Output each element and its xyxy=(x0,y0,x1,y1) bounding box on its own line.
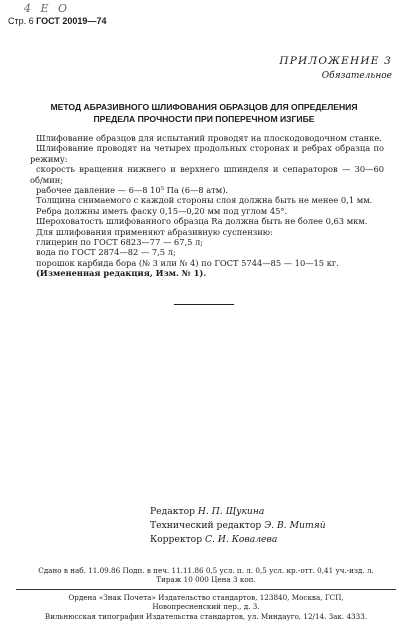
tech-editor-name: Э. В. Митяй xyxy=(264,520,326,532)
publisher-line: Вильнюсская типография Издательства стандартов, ул. Миндауго, 12/14. Зак. 4333. xyxy=(44,611,368,621)
body-text xyxy=(30,133,384,279)
paragraph: Толщина снимаемого с каждой стороны слоя должна быть не менее 0,1 мм. xyxy=(36,195,373,206)
proofreader-name: С. И. Ковалева xyxy=(205,534,278,546)
paragraph: Ребра должны иметь фаску 0,15—0,20 мм под углом 45°. xyxy=(36,205,288,216)
appendix-block xyxy=(279,55,392,81)
paragraph: глицерин по ГОСТ 6823—77 — 67,5 л; xyxy=(36,237,204,248)
imprint-line: Тираж 10 000 Цена 3 коп. xyxy=(156,575,256,585)
tech-editor-line xyxy=(150,519,326,533)
paragraph: Для шлифования применяют абразивную суспензию: xyxy=(36,226,273,237)
standard-number: ГОСТ 20019—74 xyxy=(36,16,107,26)
imprint-block xyxy=(16,566,396,584)
proofreader-role: Корректор xyxy=(150,534,203,546)
editors-block xyxy=(150,505,326,548)
separator-line xyxy=(174,304,234,305)
publisher-block xyxy=(16,593,396,621)
paragraph: рабочее давление — 6—8 10⁵ Па (6—8 атм). xyxy=(36,185,229,196)
tech-editor-role: Технический редактор xyxy=(150,520,262,532)
horizontal-rule xyxy=(16,589,396,590)
editor-role: Редактор xyxy=(150,506,195,517)
revision-note: (Измененная редакция, Изм. № 1). xyxy=(36,268,207,279)
page-header xyxy=(8,16,106,26)
paragraph: Шлифование проводят на четырех продольных сторонах и ребрах образца по режиму: xyxy=(30,143,384,164)
appendix-status: Обязательное xyxy=(321,71,392,81)
appendix-label: ПРИЛОЖЕНИЕ 3 xyxy=(279,55,392,67)
section-title xyxy=(30,101,378,125)
publisher-line: Новопресненский пер., д. 3. xyxy=(152,602,260,612)
title-line-1: МЕТОД АБРАЗИВНОГО ШЛИФОВАНИЯ ОБРАЗЦОВ ДЛЯ ОПРЕДЕЛЕНИЯ xyxy=(50,102,358,112)
title-line-2: ПРЕДЕЛА ПРОЧНОСТИ ПРИ ПОПЕРЕЧНОМ ИЗГИБЕ xyxy=(93,114,315,124)
paragraph: вода по ГОСТ 2874—82 — 7,5 л; xyxy=(36,247,176,258)
editor-name: Н. П. Щукина xyxy=(197,506,265,517)
imprint-line: Сдано в наб. 11.09.86 Подп. в печ. 11.11.86 0,5 усл. п. л. 0,5 усл. кр.-отт. 0,41 уч.-изд. л. xyxy=(38,566,374,575)
publisher-line: Ордена «Знак Почета» Издательство стандартов, 123840, Москва, ГСП, xyxy=(68,593,344,602)
paragraph: скорость вращения нижнего и верхнего шпинделя и сепараторов — 30—60 об/мин; xyxy=(30,164,384,185)
paragraph: Шлифование образцов для испытаний проводят на плоскодоводочном станке. xyxy=(36,133,382,143)
paragraph: порошок карбида бора (№ 3 или № 4) по ГОСТ 5744—85 — 10—15 кг. xyxy=(36,257,339,268)
page-number: Стр. 6 xyxy=(8,16,34,26)
editor-line xyxy=(150,505,326,519)
paragraph: Шероховатость шлифованного образца Ra должна быть не более 0,63 мкм. xyxy=(36,216,368,227)
proofreader-line xyxy=(150,533,326,547)
corner-handwriting: 4 E O xyxy=(24,2,71,15)
